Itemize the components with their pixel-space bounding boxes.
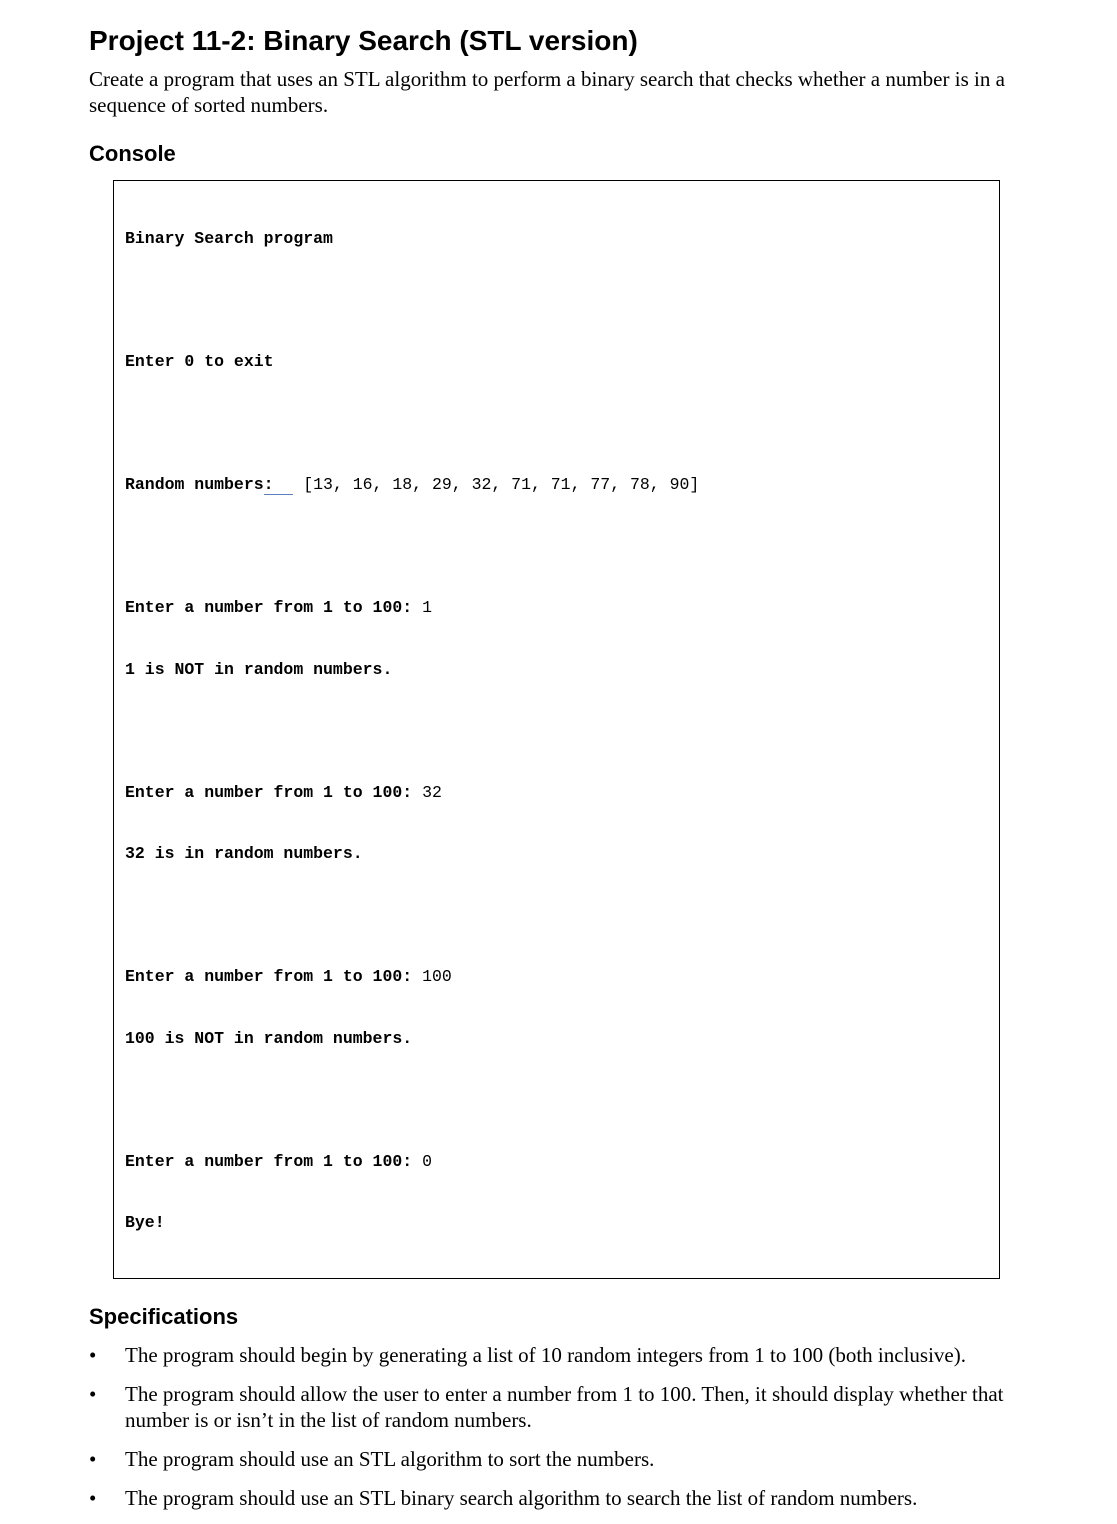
console-exit-hint: Enter 0 to exit	[125, 352, 274, 371]
console-line	[125, 352, 989, 373]
console-line	[125, 783, 989, 804]
console-user-input: 32	[422, 782, 442, 802]
console-prompt: Enter a number from 1 to 100:	[125, 782, 423, 802]
console-title-text: Binary Search program	[125, 229, 333, 248]
random-numbers-label: Random numbers	[125, 475, 264, 494]
spec-list-item	[89, 1381, 1013, 1433]
random-numbers-values: [13, 16, 18, 29, 32, 71, 71, 77, 78, 90]	[293, 475, 700, 494]
console-blank-line	[125, 291, 989, 312]
intro-paragraph: Create a program that uses an STL algorithm to perform a binary search that checks whether a number is in a sequence of sorted numbers.	[89, 67, 1005, 117]
bullet-icon: •	[89, 1342, 97, 1367]
specifications-list	[89, 1342, 1029, 1511]
console-prompt: Enter a number from 1 to 100:	[125, 967, 423, 986]
spec-text: The program should use an STL algorithm to sort the numbers.	[125, 1446, 655, 1471]
console-blank-line	[125, 721, 989, 742]
console-line	[125, 660, 989, 681]
spec-list-item	[89, 1485, 1013, 1511]
spec-list-item	[89, 1446, 1013, 1472]
spec-text: The program should begin by generating a list of 10 random integers from 1 to 100 (both inclusive).	[125, 1342, 966, 1367]
bullet-icon: •	[89, 1446, 97, 1471]
spec-text: The program should use an STL binary search algorithm to search the list of random numbers.	[125, 1485, 918, 1510]
specifications-heading: Specifications	[89, 1303, 239, 1329]
console-line	[125, 598, 989, 619]
page-title: Project 11-2: Binary Search (STL version)	[89, 25, 638, 56]
console-user-input: 1	[422, 598, 432, 617]
console-result: 1 is NOT in random numbers.	[125, 659, 393, 679]
console-blank-line	[125, 1090, 989, 1111]
console-output-box	[113, 180, 1000, 1279]
console-line	[125, 844, 989, 865]
spec-text: The program should allow the user to enter a number from 1 to 100. Then, it should display whether that number is or isn’t in the list of random numbers.	[125, 1381, 1004, 1432]
document-page	[89, 24, 1029, 1524]
console-blank-line	[125, 537, 989, 558]
console-prompt: Enter a number from 1 to 100:	[125, 1151, 423, 1171]
console-blank-line	[125, 414, 989, 435]
console-heading: Console	[89, 141, 176, 166]
spec-list-item	[89, 1342, 1013, 1368]
console-result: Bye!	[125, 1213, 165, 1232]
bullet-icon: •	[89, 1485, 97, 1510]
console-blank-line	[125, 906, 989, 927]
console-line	[125, 1213, 989, 1234]
console-result: 32 is in random numbers.	[125, 844, 363, 863]
bullet-icon: •	[89, 1381, 97, 1406]
console-line	[125, 967, 989, 988]
console-line	[125, 475, 989, 496]
console-user-input: 100	[422, 967, 452, 986]
console-line	[125, 1029, 989, 1050]
random-numbers-colon: :	[263, 475, 294, 494]
console-result: 100 is NOT in random numbers.	[125, 1028, 413, 1048]
console-user-input: 0	[422, 1151, 432, 1171]
console-line	[125, 229, 989, 250]
console-prompt: Enter a number from 1 to 100:	[125, 598, 423, 617]
console-line	[125, 1152, 989, 1173]
